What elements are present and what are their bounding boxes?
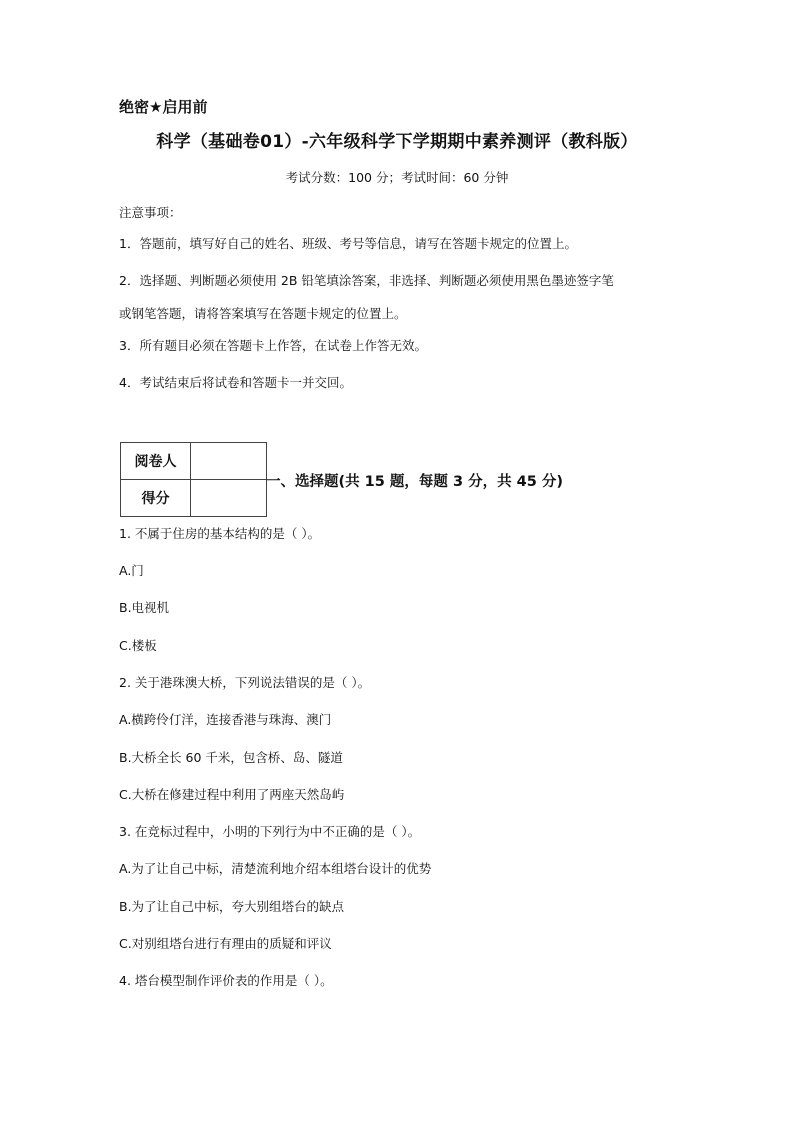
option-item: A.为了让自己中标，清楚流利地介绍本组塔台设计的优势 [119,861,432,876]
note-item: 2．选择题、判断题必须使用 2B 铅笔填涂答案，非选择、判断题必须使用黑色墨迹签字笔 [119,273,614,288]
note-item: 4．考试结束后将试卷和答题卡一并交回。 [119,375,352,390]
reviewer-cell[interactable] [191,443,267,480]
option-item: B.为了让自己中标，夸大别组塔台的缺点 [119,899,345,914]
option-item: C.对别组塔台进行有理由的质疑和评议 [119,936,332,951]
exam-title: 科学（基础卷01）-六年级科学下学期期中素养测评（教科版） [156,132,638,152]
score-table [120,442,267,517]
option-item: C.楼板 [119,638,157,653]
option-item: B.大桥全长 60 千米，包含桥、岛、隧道 [119,750,343,765]
option-item: A.门 [119,563,144,578]
note-item: 1．答题前，填写好自己的姓名、班级、考号等信息，请写在答题卡规定的位置上。 [119,236,577,251]
question-stem: 2. 关于港珠澳大桥，下列说法错误的是（ ）。 [119,675,371,690]
option-item: B.电视机 [119,600,170,615]
notes-heading: 注意事项： [119,205,182,220]
exam-info: 考试分数：100 分；考试时间：60 分钟 [285,170,509,185]
option-item: C.大桥在修建过程中利用了两座天然岛屿 [119,787,345,802]
section-title: 一、选择题(共 15 题，每题 3 分，共 45 分) [266,474,563,490]
score-cell[interactable] [191,480,267,517]
score-label: 得分 [121,480,191,517]
reviewer-label: 阅卷人 [121,443,191,480]
secret-mark: 绝密★启用前 [119,98,208,116]
question-stem: 4. 塔台模型制作评价表的作用是（ ）。 [119,973,333,988]
question-stem: 1. 不属于住房的基本结构的是（ ）。 [119,526,321,541]
option-item: A.横跨伶仃洋，连接香港与珠海、澳门 [119,712,332,727]
question-stem: 3. 在竞标过程中，小明的下列行为中不正确的是（ ）。 [119,824,421,839]
note-item: 3．所有题目必须在答题卡上作答，在试卷上作答无效。 [119,338,427,353]
note-item: 或钢笔答题，请将答案填写在答题卡规定的位置上。 [119,306,407,321]
